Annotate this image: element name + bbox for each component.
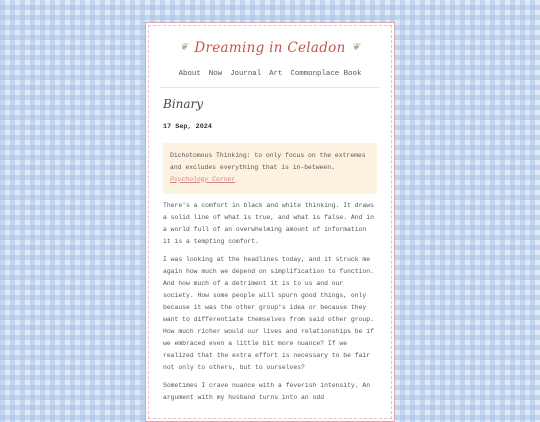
main-nav bbox=[146, 70, 394, 78]
post-paragraph: Sometimes I crave nuance with a feverish intensity. An argument with my husband turns into an odd bbox=[163, 381, 371, 401]
nav-commonplace-book[interactable]: Commonplace Book bbox=[290, 69, 362, 78]
quote-text: Dichotomous Thinking: to only focus on the extremes and excludes everything that is in-between. bbox=[170, 151, 366, 171]
post-paragraph: I was looking at the headlines today, and it struck me again how much we depend on simplification to function. And how much of a detriment it is to us and our society. How some people will spurn good things, only because it was the other group's idea or because they want to differentiate themselves from said other group. How much richer would our lives and relationships be if we embraced even a little bit more nuance? If we realized that the extra effort is necessary to be fair not only to others, but to ourselves? bbox=[163, 255, 374, 371]
site-title-text[interactable]: Dreaming in Celadon bbox=[194, 39, 346, 56]
nav-journal[interactable]: Journal bbox=[230, 69, 262, 78]
nav-art[interactable]: Art bbox=[269, 69, 283, 78]
post-date: 17 Sep, 2024 bbox=[163, 122, 212, 131]
post-paragraph: There's a comfort in black and white thinking. It draws a solid line of what is true, and what is false. And in a world full of an overwhelming amount of information it is a tempting comfort. bbox=[163, 201, 374, 245]
site-title[interactable] bbox=[180, 40, 361, 56]
sprig-icon: ❦ bbox=[351, 42, 361, 53]
quote-box bbox=[163, 143, 377, 194]
nav-about[interactable]: About bbox=[178, 69, 201, 78]
post bbox=[146, 97, 394, 404]
page-card bbox=[145, 22, 395, 422]
post-title: Binary bbox=[163, 96, 204, 111]
nav-now[interactable]: Now bbox=[208, 69, 223, 78]
sprig-icon: ❦ bbox=[179, 42, 189, 53]
header-divider bbox=[160, 87, 380, 88]
quote-source-link[interactable]: Psychology Corner bbox=[170, 175, 236, 183]
site-header bbox=[146, 23, 394, 78]
